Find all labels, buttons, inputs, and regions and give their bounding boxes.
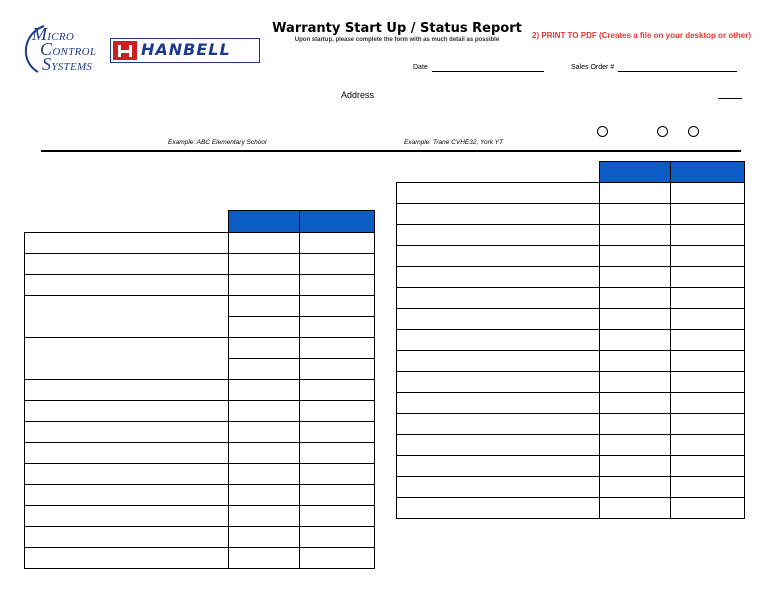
input-cell[interactable]	[229, 359, 300, 380]
input-cell[interactable]	[600, 498, 671, 519]
input-cell[interactable]	[600, 267, 671, 288]
micro-control-systems-logo	[18, 20, 108, 75]
input-cell[interactable]	[300, 443, 375, 464]
input-cell[interactable]	[300, 254, 375, 275]
input-cell[interactable]	[229, 233, 300, 254]
hanbell-logo	[110, 38, 260, 63]
radio-button-1[interactable]	[597, 126, 608, 137]
label-cell	[25, 275, 229, 296]
input-cell[interactable]	[671, 372, 745, 393]
header-cell	[671, 162, 745, 183]
header-cell	[229, 211, 300, 233]
address-label: Address	[341, 90, 375, 100]
input-cell[interactable]	[600, 393, 671, 414]
input-cell[interactable]	[229, 275, 300, 296]
input-cell[interactable]	[229, 527, 300, 548]
input-cell[interactable]	[300, 275, 375, 296]
logo-text: YSTEMS	[51, 61, 93, 73]
label-cell	[25, 233, 229, 254]
radio-button-2[interactable]	[657, 126, 668, 137]
input-cell[interactable]	[300, 422, 375, 443]
input-cell[interactable]	[300, 527, 375, 548]
label-cell	[397, 393, 600, 414]
input-cell[interactable]	[671, 204, 745, 225]
label-cell	[25, 464, 229, 485]
input-cell[interactable]	[600, 435, 671, 456]
label-cell	[397, 267, 600, 288]
input-cell[interactable]	[300, 485, 375, 506]
input-cell[interactable]	[671, 435, 745, 456]
input-cell[interactable]	[671, 225, 745, 246]
label-cell	[25, 527, 229, 548]
input-cell[interactable]	[671, 330, 745, 351]
date-label: Date	[413, 64, 428, 71]
input-cell[interactable]	[600, 225, 671, 246]
input-cell[interactable]	[600, 414, 671, 435]
input-cell[interactable]	[600, 288, 671, 309]
input-cell[interactable]	[671, 498, 745, 519]
label-cell	[397, 456, 600, 477]
input-cell[interactable]	[671, 456, 745, 477]
logo-letter: S	[42, 54, 52, 74]
label-cell	[25, 296, 229, 338]
label-cell	[397, 351, 600, 372]
label-cell	[397, 288, 600, 309]
label-cell	[25, 422, 229, 443]
label-cell	[397, 435, 600, 456]
input-cell[interactable]	[300, 296, 375, 317]
input-cell[interactable]	[300, 359, 375, 380]
input-cell[interactable]	[671, 183, 745, 204]
input-cell[interactable]	[671, 351, 745, 372]
address-field[interactable]	[718, 90, 742, 99]
label-cell	[397, 372, 600, 393]
label-cell	[397, 477, 600, 498]
left-table	[24, 210, 375, 569]
sales-order-field[interactable]	[618, 62, 737, 72]
logo-letter: M	[32, 24, 48, 44]
input-cell[interactable]	[671, 414, 745, 435]
input-cell[interactable]	[229, 506, 300, 527]
label-cell	[25, 485, 229, 506]
input-cell[interactable]	[229, 422, 300, 443]
hanbell-logo-text: HANBELL	[141, 40, 231, 59]
label-cell	[397, 225, 600, 246]
input-cell[interactable]	[229, 464, 300, 485]
input-cell[interactable]	[300, 506, 375, 527]
divider	[41, 150, 741, 152]
radio-button-3[interactable]	[688, 126, 699, 137]
input-cell[interactable]	[671, 309, 745, 330]
label-cell	[397, 414, 600, 435]
date-field[interactable]	[432, 62, 544, 72]
input-cell[interactable]	[229, 254, 300, 275]
header-cell	[600, 162, 671, 183]
input-cell[interactable]	[671, 246, 745, 267]
input-cell[interactable]	[229, 548, 300, 569]
label-cell	[25, 254, 229, 275]
label-cell	[25, 401, 229, 422]
label-cell	[397, 246, 600, 267]
input-cell[interactable]	[229, 317, 300, 338]
input-cell[interactable]	[600, 183, 671, 204]
input-cell[interactable]	[600, 246, 671, 267]
right-table	[396, 161, 745, 519]
input-cell[interactable]	[600, 456, 671, 477]
logo-letter: C	[40, 39, 53, 59]
label-cell	[397, 183, 600, 204]
label-cell	[25, 380, 229, 401]
logo-text: ONTROL	[52, 46, 97, 58]
example-site-name: Example: ABC Elementary School	[168, 139, 267, 146]
input-cell[interactable]	[600, 309, 671, 330]
label-cell	[397, 309, 600, 330]
label-cell	[397, 330, 600, 351]
input-cell[interactable]	[229, 401, 300, 422]
input-cell[interactable]	[600, 372, 671, 393]
sales-order-label: Sales Order #	[571, 64, 615, 71]
input-cell[interactable]	[671, 267, 745, 288]
input-cell[interactable]	[671, 288, 745, 309]
input-cell[interactable]	[229, 296, 300, 317]
input-cell[interactable]	[229, 380, 300, 401]
input-cell[interactable]	[229, 485, 300, 506]
example-equipment: Example: Trane CVHE32, York YT	[404, 139, 503, 146]
header-cell	[300, 211, 375, 233]
label-cell	[397, 498, 600, 519]
input-cell[interactable]	[300, 338, 375, 359]
input-cell[interactable]	[600, 204, 671, 225]
input-cell[interactable]	[229, 443, 300, 464]
page-title: Warranty Start Up / Status Report	[272, 21, 522, 36]
label-cell	[25, 548, 229, 569]
input-cell[interactable]	[300, 548, 375, 569]
input-cell[interactable]	[671, 477, 745, 498]
input-cell[interactable]	[300, 401, 375, 422]
page-subtitle: Upon startup, please complete the form with as much detail as possible	[294, 37, 500, 43]
label-cell	[25, 338, 229, 380]
input-cell[interactable]	[600, 330, 671, 351]
input-cell[interactable]	[671, 393, 745, 414]
label-cell	[25, 443, 229, 464]
logo-text: ICRO	[47, 31, 75, 43]
input-cell[interactable]	[600, 351, 671, 372]
hanbell-mark-icon	[113, 41, 137, 60]
input-cell[interactable]	[229, 338, 300, 359]
print-to-pdf-note: 2) PRINT TO PDF (Creates a file on your desktop or other)	[532, 31, 751, 40]
input-cell[interactable]	[600, 477, 671, 498]
input-cell[interactable]	[300, 380, 375, 401]
label-cell	[397, 204, 600, 225]
input-cell[interactable]	[300, 317, 375, 338]
input-cell[interactable]	[300, 464, 375, 485]
input-cell[interactable]	[300, 233, 375, 254]
label-cell	[25, 506, 229, 527]
